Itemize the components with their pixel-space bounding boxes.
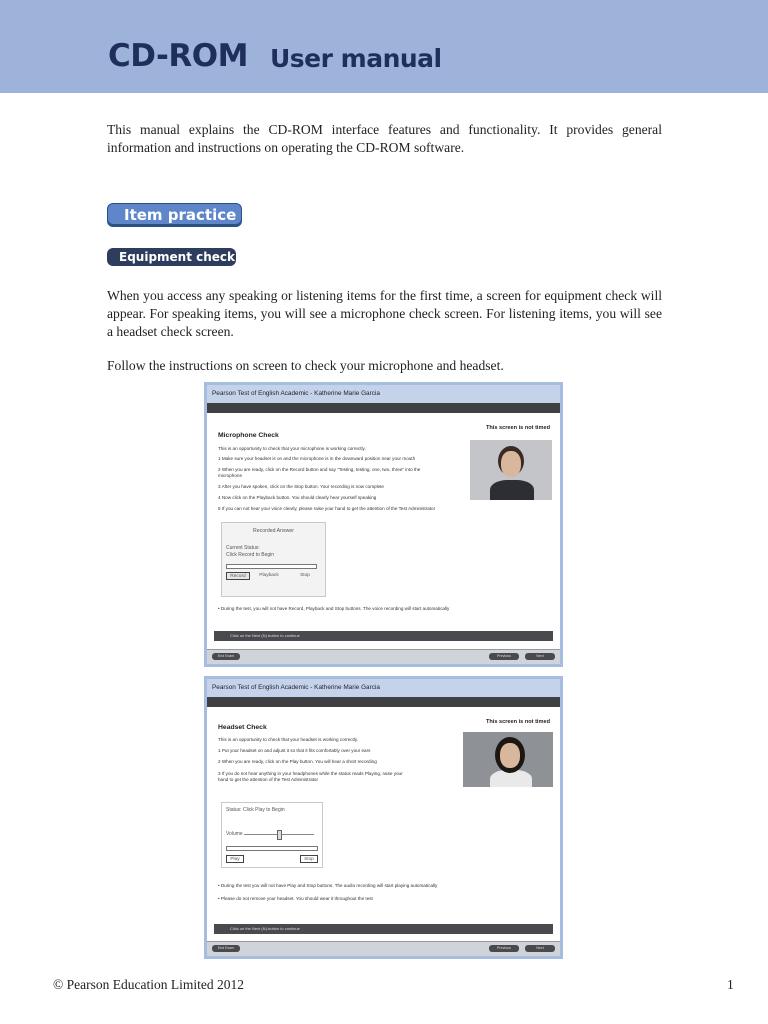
test-note: • During the test, you will not have Record, Playback and Stop buttons. The voice recording will start automatically: [218, 606, 450, 611]
person-body: [490, 480, 534, 500]
toolbar-strip: [207, 697, 560, 707]
window-title: Pearson Test of English Academic - Katherine Marie Garcia: [207, 385, 560, 403]
instruction-line: This is an opportunity to check that your microphone is working correctly.: [218, 446, 366, 451]
end-exam-button[interactable]: End Exam: [212, 945, 240, 952]
previous-button[interactable]: Previous: [489, 945, 519, 952]
page-header: [0, 0, 768, 93]
playback-button[interactable]: Playback: [259, 573, 279, 578]
subsection-label: Equipment check: [107, 248, 236, 266]
person-face: [500, 743, 520, 768]
header-subtitle: User manual: [270, 44, 442, 73]
screen-heading: Microphone Check: [218, 432, 279, 439]
next-instruction-bar: Click on the Next (N) button to continue: [214, 631, 553, 641]
volume-slider-handle[interactable]: [277, 830, 282, 840]
equipment-paragraph: When you access any speaking or listening items for the first time, a screen for equipment check will appear. For speaking items, you will see a microphone check screen. For listening items, you will see a headset check screen.: [107, 288, 662, 339]
page-number: 1: [727, 977, 734, 992]
screen-footer: [207, 941, 560, 956]
volume-label: Volume: [226, 831, 243, 837]
person-face: [501, 451, 521, 477]
status-label: Current Status:: [226, 545, 260, 551]
level-bar: [226, 564, 317, 569]
progress-bar: [226, 846, 318, 851]
instruction-line: microphone: [218, 473, 243, 478]
not-timed-label: This screen is not timed: [485, 425, 550, 431]
person-photo: [470, 440, 552, 500]
copyright: © Pearson Education Limited 2012: [53, 977, 244, 992]
screen-footer: [207, 649, 560, 664]
status-text: Status: Click Play to Begin: [226, 807, 285, 813]
instruction-line: 2 When you are ready, click on the Record button and say "Testing, testing, one, two, three" into the: [218, 467, 421, 472]
follow-paragraph: Follow the instructions on screen to check your microphone and headset.: [107, 358, 504, 373]
intro-paragraph: This manual explains the CD-ROM interface features and functionality. It provides general information and instructions on operating the CD-ROM software.: [107, 122, 662, 155]
test-note: • Please do not remove your headset. You should wear it throughout the test: [218, 896, 373, 901]
window-title: Pearson Test of English Academic - Katherine Marie Garcia: [207, 679, 560, 697]
panel-title: Recorded Answer: [253, 528, 294, 534]
instruction-line: 3 After you have spoken, click on the Stop button. Your recording is now complete: [218, 484, 384, 489]
status-value: Click Record to Begin: [226, 552, 275, 558]
instruction-line: 2 When you are ready, click on the Play button. You will hear a short recording: [218, 759, 377, 764]
next-instruction-bar: Click on the Next (N) button to continue: [214, 924, 553, 934]
stop-button[interactable]: Stop: [300, 573, 310, 578]
instruction-line: 1 Put your headset on and adjust it so that it fits comfortably over your ears: [218, 748, 371, 753]
play-button[interactable]: Play: [226, 855, 244, 863]
section-label: Item practice: [107, 203, 242, 227]
microphone-check-screenshot: [204, 382, 563, 667]
instruction-line: 5 If you can not hear your voice clearly, please raise your hand to get the attention of the Test Administrator: [218, 506, 436, 511]
instruction-line: 4 Now click on the Playback button. You should clearly hear yourself speaking: [218, 495, 377, 500]
headset-status-panel: [221, 802, 323, 868]
end-exam-button[interactable]: End Exam: [212, 653, 240, 660]
person-photo: [463, 732, 553, 787]
toolbar-strip: [207, 403, 560, 413]
previous-button[interactable]: Previous: [489, 653, 519, 660]
next-button[interactable]: Next: [525, 945, 555, 952]
recorded-answer-panel: [221, 522, 326, 597]
instruction-line: 3 If you do not hear anything in your headphones while the status reads Playing, raise your: [218, 771, 403, 776]
header-title: CD-ROM: [108, 38, 248, 74]
headset-check-screenshot: [204, 676, 563, 959]
record-button[interactable]: Record: [226, 572, 250, 580]
next-button[interactable]: Next: [525, 653, 555, 660]
instruction-line: 1 Make sure your headset is on and the microphone is in the downward position near your mouth: [218, 456, 416, 461]
screen-heading: Headset Check: [218, 724, 267, 731]
test-note: • During the test you will not have Play and Stop buttons. The audio recording will start playing automatically: [218, 883, 438, 888]
stop-button[interactable]: Stop: [300, 855, 318, 863]
instruction-line: This is an opportunity to check that your headset is working correctly.: [218, 737, 359, 742]
instruction-line: hand to get the attention of the Test Administrator: [218, 777, 319, 782]
not-timed-label: This screen is not timed: [485, 719, 550, 725]
